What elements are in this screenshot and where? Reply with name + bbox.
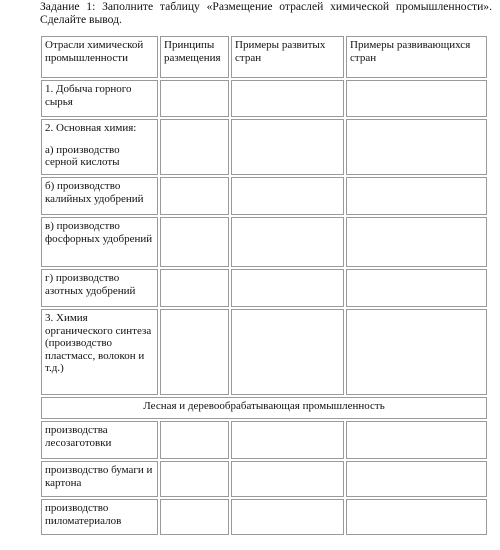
row-label-cell: производство бумаги и картона [41,461,158,497]
blank-cell[interactable] [231,499,344,535]
blank-cell[interactable] [346,309,487,395]
placement-table [39,34,489,537]
section-title: Лесная и деревообрабатывающая промышленность [41,397,487,419]
blank-cell[interactable] [160,80,229,117]
blank-cell[interactable] [346,177,487,215]
blank-cell[interactable] [346,119,487,175]
table-header-row [41,36,487,78]
blank-cell[interactable] [231,461,344,497]
blank-cell[interactable] [160,461,229,497]
blank-cell[interactable] [160,119,229,175]
table-row [41,499,487,535]
blank-cell[interactable] [160,217,229,267]
table-row [41,461,487,497]
blank-cell[interactable] [346,80,487,117]
blank-cell[interactable] [231,80,344,117]
blank-cell[interactable] [231,421,344,459]
blank-cell[interactable] [160,177,229,215]
row-label-cell: г) производство азотных удобрений [41,269,158,307]
header-cell-industries: Отрасли химической промышленности [41,36,158,78]
blank-cell[interactable] [160,269,229,307]
blank-cell[interactable] [231,309,344,395]
blank-cell[interactable] [231,119,344,175]
blank-cell[interactable] [231,269,344,307]
blank-cell[interactable] [346,499,487,535]
blank-cell[interactable] [231,177,344,215]
table-row [41,421,487,459]
table-row [41,119,487,175]
row-label: 2. Основная химия: [45,122,137,134]
row-label-cell [41,119,158,175]
row-label-cell: производства лесозаготовки [41,421,158,459]
blank-cell[interactable] [160,309,229,395]
row-label-cell: производство пиломатериалов [41,499,158,535]
header-cell-developing-countries: Примеры развивающихся стран [346,36,487,78]
row-label-cell: в) производство фосфорных удобрений [41,217,158,267]
blank-cell[interactable] [346,269,487,307]
blank-cell[interactable] [160,499,229,535]
table-row [41,177,487,215]
row-label-cell: 3. Химия органического синтеза (производство пластмасс, волокон и т.д.) [41,309,158,395]
row-label-cell: 1. Добыча горного сырья [41,80,158,117]
row-label-cell: б) производство калийных удобрений [41,177,158,215]
header-cell-developed-countries: Примеры развитых стран [231,36,344,78]
blank-cell[interactable] [346,421,487,459]
table-row [41,309,487,395]
blank-cell[interactable] [231,217,344,267]
blank-cell[interactable] [346,217,487,267]
table-row [41,80,487,117]
task-text: Задание 1: Заполните таблицу «Размещение отраслей химической промышленности». Сделайте вывод. [40,0,492,26]
blank-cell[interactable] [346,461,487,497]
table-row [41,217,487,267]
table-row [41,269,487,307]
section-row [41,397,487,419]
header-cell-principles: Принципы размещения [160,36,229,78]
blank-cell[interactable] [160,421,229,459]
row-sublabel: а) производство серной кислоты [45,143,120,169]
